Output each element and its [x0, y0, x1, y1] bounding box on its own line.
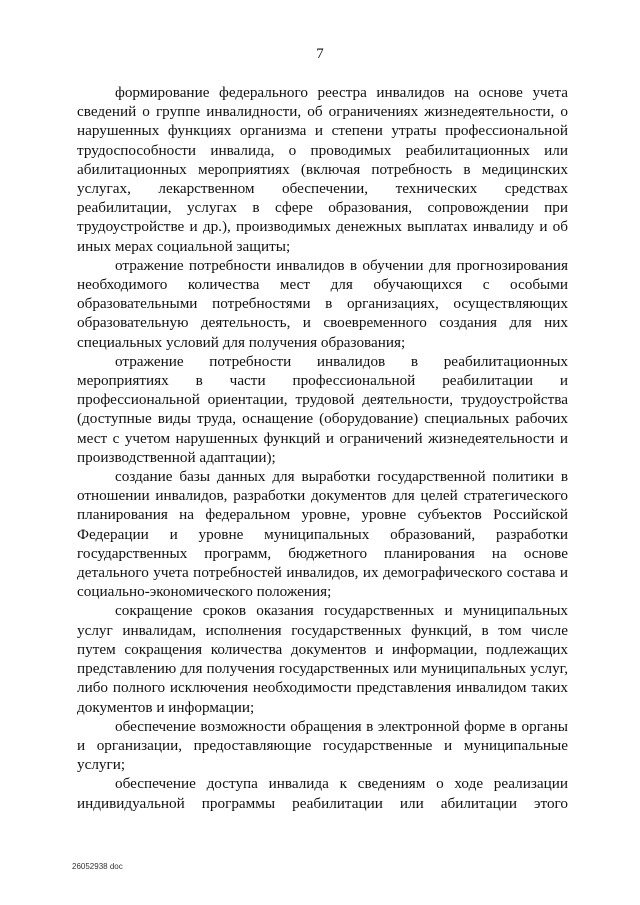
paragraph-electronic-appeals: обеспечение возможности обращения в электронной форме в органы и организации, предоставляющие государственные и муниципальные услуги;: [77, 717, 568, 774]
paragraph-professional-rehabilitation: отражение потребности инвалидов в реабилитационных мероприятиях в части профессиональной реабилитации и профессиональной ориентации, трудовой деятельности, трудоустройства (доступные виды труда, оснащение (оборудование) специальных рабочих мест с учетом нарушенных функций и ограничений жизнедеятельности и производственной адаптации);: [77, 352, 568, 466]
document-footer-id: 26052938 doc: [72, 862, 123, 871]
paragraph-education-needs: отражение потребности инвалидов в обучении для прогнозирования необходимого количества мест для обучающихся с особыми образовательными потребностями в организациях, осуществляющих образовательную деятельность, и своевременного создания для них специальных условий для получения образования;: [77, 256, 568, 351]
document-body: [77, 83, 568, 813]
paragraph-federal-registry: формирование федерального реестра инвалидов на основе учета сведений о группе инвалидности, об ограничениях жизнедеятельности, о нарушенных функциях организма и степени утраты профессиональной трудоспособности инвалида, о проводимых реабилитационных или абилитационных мероприятиях (включая потребность в медицинских услугах, лекарственном обеспечении, технических средствах реабилитации, услугах в сфере образования, сопровождении при трудоустройстве и др.), производимых денежных выплатах инвалиду и об иных мерах социальной защиты;: [77, 84, 568, 255]
paragraph-state-policy-database: создание базы данных для выработки государственной политики в отношении инвалидов, разработки документов для целей стратегического планирования на федеральном уровне, уровне субъектов Российской Федерации и уровне муниципальных образований, разработки государственных программ, бюджетного планирования на основе детального учета потребностей инвалидов, их демографического состава и социально-экономического положения;: [77, 468, 568, 601]
paragraph-service-time-reduction: сокращение сроков оказания государственных и муниципальных услуг инвалидам, исполнения государственных функций, в том числе путем сокращения количества документов и информации, подлежащих представлению для получения государственных или муниципальных услуг, либо полного исключения необходимости представления инвалидом таких документов и информации;: [77, 602, 568, 716]
page-number: 7: [316, 46, 324, 62]
paragraph-program-access: обеспечение доступа инвалида к сведениям о ходе реализации индивидуальной программы реабилитации или абилитации этого: [77, 775, 568, 812]
